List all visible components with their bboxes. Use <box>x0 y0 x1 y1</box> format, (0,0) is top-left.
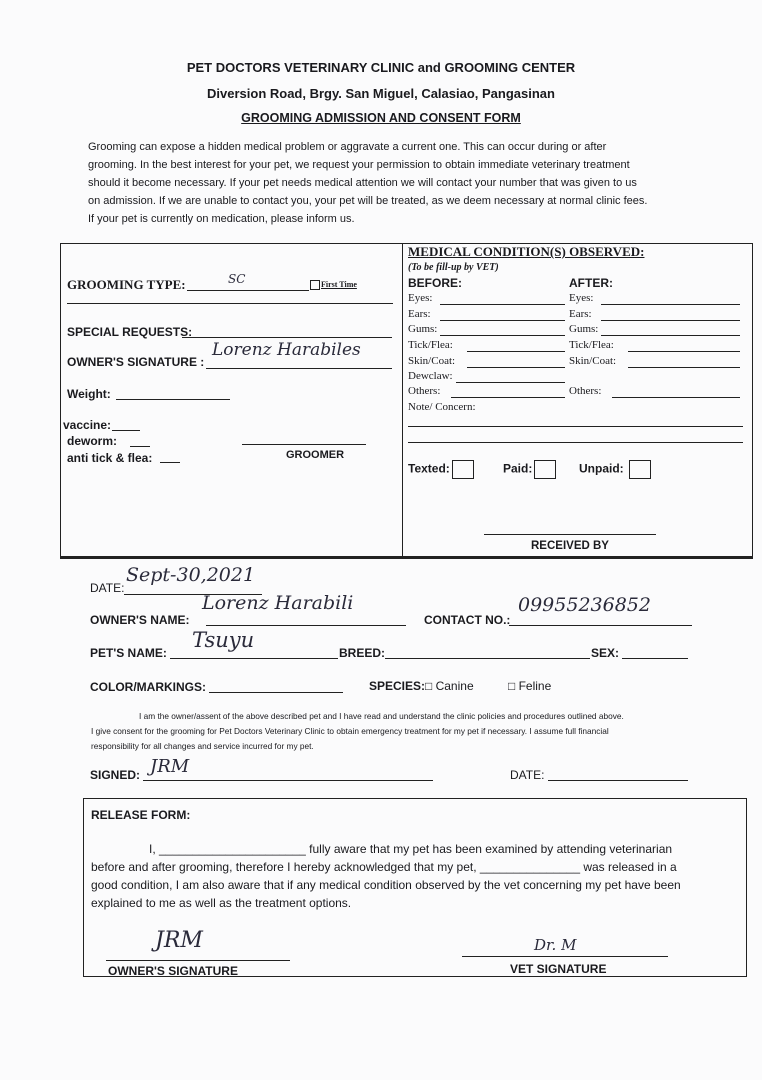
contact-label: CONTACT NO.: <box>424 613 511 627</box>
weight-field[interactable] <box>116 399 230 400</box>
deworm-field[interactable] <box>130 446 150 447</box>
feline-checkbox[interactable]: □ Feline <box>508 679 552 693</box>
date-value: Sept-30,2021 <box>126 564 256 586</box>
after-field-input[interactable] <box>601 304 741 305</box>
date2-field[interactable] <box>548 780 688 781</box>
release-title: RELEASE FORM: <box>91 808 191 822</box>
pet-name-value: Tsuyu <box>192 628 255 652</box>
vet-sig-value: Dr. M <box>534 936 577 954</box>
before-field-input[interactable] <box>440 335 566 336</box>
owner-signature-field[interactable] <box>206 368 392 369</box>
owner-name-label: OWNER'S NAME: <box>90 613 190 627</box>
paid-checkbox[interactable] <box>503 460 556 479</box>
after-field-input[interactable] <box>601 320 741 321</box>
before-field-label: Others: <box>408 385 441 397</box>
canine-checkbox[interactable]: □ Canine <box>425 679 474 693</box>
medical-subtitle: (To be fill-up by VET) <box>408 262 499 273</box>
release-line: good condition, I am also aware that if any medical condition observed by the vet concerning my pet have been <box>91 878 681 892</box>
special-requests-label: SPECIAL REQUESTS: <box>67 325 193 339</box>
release-line: explained to me as well as the treatment options. <box>91 896 352 910</box>
paid-label: Paid: <box>503 461 533 476</box>
before-field-label: Dewclaw: <box>408 370 453 382</box>
species-label: SPECIES: <box>369 679 426 693</box>
before-heading: BEFORE: <box>408 276 462 290</box>
breed-field[interactable] <box>385 658 590 659</box>
medical-title: MEDICAL CONDITION(S) OBSERVED: <box>408 244 645 259</box>
grooming-type-field[interactable] <box>187 290 309 291</box>
grooming-extra-line <box>67 303 393 304</box>
signed-label: SIGNED: <box>90 768 141 782</box>
consent-line: I give consent for the grooming for Pet Doctors Veterinary Clinic to obtain emergency treatment for my pet if necessary. I assume full financial <box>91 726 609 736</box>
signed-value: JRM <box>150 756 190 777</box>
before-field-input[interactable] <box>451 397 566 398</box>
vet-sig-line[interactable] <box>462 956 668 957</box>
pet-name-field[interactable] <box>170 658 338 659</box>
unpaid-label: Unpaid: <box>579 461 624 476</box>
grooming-type-value: SC <box>228 272 246 286</box>
canine-label: Canine <box>435 679 474 693</box>
after-field-label: Others: <box>569 385 602 397</box>
intro-line: If your pet is currently on medication, please inform us. <box>88 213 355 225</box>
owner-sig-line[interactable] <box>106 960 290 961</box>
weight-label: Weight: <box>67 387 111 401</box>
intro-line: on admission. If we are unable to contact you, your pet will be treated, as we deem necessary at normal clinic fees. <box>88 195 648 207</box>
form-title: GROOMING ADMISSION AND CONSENT FORM <box>241 111 521 125</box>
owner-signature-value: Lorenz Harabiles <box>212 340 361 360</box>
anti-tick-field[interactable] <box>160 462 180 463</box>
texted-checkbox[interactable] <box>408 460 474 479</box>
before-field-label: Tick/Flea: <box>408 339 453 351</box>
divider <box>402 243 403 556</box>
before-field-input[interactable] <box>456 382 565 383</box>
after-heading: AFTER: <box>569 276 613 290</box>
owner-name-value: Lorenz Harabili <box>202 592 354 614</box>
received-by-label: RECEIVED BY <box>531 540 609 552</box>
vaccine-label: vaccine: <box>63 418 112 432</box>
vet-sig-label: VET SIGNATURE <box>510 962 607 976</box>
groomer-label: GROOMER <box>286 449 345 461</box>
owner-name-field[interactable] <box>206 625 406 626</box>
sex-field[interactable] <box>622 658 688 659</box>
before-field-label: Skin/Coat: <box>408 355 456 367</box>
contact-field[interactable] <box>509 625 692 626</box>
vaccine-field[interactable] <box>112 430 140 431</box>
signed-field[interactable] <box>143 780 433 781</box>
feline-label: Feline <box>518 679 552 693</box>
color-field[interactable] <box>209 692 343 693</box>
grooming-type-label: GROOMING TYPE: <box>67 277 186 292</box>
color-label: COLOR/MARKINGS: <box>90 680 206 694</box>
anti-tick-label: anti tick & flea: <box>67 451 153 465</box>
deworm-label: deworm: <box>67 434 118 448</box>
groomer-sign-line[interactable] <box>242 444 366 445</box>
first-time-checkbox[interactable] <box>310 280 357 290</box>
intro-line: should it become necessary. If your pet needs medical attention we will contact your number that was given to us <box>88 177 637 189</box>
owner-sig-label: OWNER'S SIGNATURE <box>108 964 238 978</box>
clinic-address: Diversion Road, Brgy. San Miguel, Calasiao, Pangasinan <box>207 86 555 101</box>
note-label: Note/ Concern: <box>408 401 476 413</box>
after-field-input[interactable] <box>601 335 741 336</box>
owner-signature-label: OWNER'S SIGNATURE : <box>67 355 205 369</box>
texted-label: Texted: <box>408 461 450 476</box>
before-field-input[interactable] <box>440 304 566 305</box>
consent-line: I am the owner/assent of the above described pet and I have read and understand the clinic policies and procedures outlined above. <box>139 711 624 721</box>
note-line-1[interactable] <box>408 426 743 427</box>
before-field-label: Eyes: <box>408 292 433 304</box>
note-line-2[interactable] <box>408 442 743 443</box>
after-field-input[interactable] <box>612 397 741 398</box>
intro-line: Grooming can expose a hidden medical problem or aggravate a current one. This can occur during or after <box>88 141 607 153</box>
after-field-label: Tick/Flea: <box>569 339 614 351</box>
consent-line: responsibility for all changes and service incurred for my pet. <box>91 741 314 751</box>
owner-sig-value: JRM <box>155 928 203 953</box>
after-field-label: Eyes: <box>569 292 594 304</box>
date-label: DATE: <box>90 581 125 595</box>
before-field-input[interactable] <box>467 367 565 368</box>
pet-name-label: PET'S NAME: <box>90 646 167 660</box>
after-field-label: Gums: <box>569 323 599 335</box>
after-field-input[interactable] <box>628 351 740 352</box>
release-paragraph <box>91 840 681 912</box>
date2-label: DATE: <box>510 768 545 782</box>
before-field-label: Gums: <box>408 323 438 335</box>
clinic-name: PET DOCTORS VETERINARY CLINIC and GROOMING CENTER <box>186 60 576 75</box>
sex-label: SEX: <box>591 646 620 660</box>
consent-paragraph <box>91 709 624 754</box>
intro-paragraph <box>88 138 647 228</box>
special-requests-field[interactable] <box>182 337 392 338</box>
contact-value: 09955236852 <box>518 594 651 616</box>
after-field-label: Skin/Coat: <box>569 355 617 367</box>
before-field-input[interactable] <box>440 320 566 321</box>
first-time-label: First Time <box>321 280 357 289</box>
before-field-label: Ears: <box>408 308 431 320</box>
after-field-input[interactable] <box>628 367 740 368</box>
release-line: I, ______________________ fully aware that my pet has been examined by attending veterinarian <box>149 842 673 856</box>
release-line: before and after grooming, therefore I hereby acknowledged that my pet, _______________ was released in a <box>91 860 677 874</box>
unpaid-checkbox[interactable] <box>579 460 651 479</box>
before-field-input[interactable] <box>467 351 565 352</box>
breed-label: BREED: <box>339 646 386 660</box>
received-by-line[interactable] <box>484 534 656 535</box>
after-field-label: Ears: <box>569 308 592 320</box>
intro-line: grooming. In the best interest for your pet, we request your permission to obtain immediate veterinary treatment <box>88 159 630 171</box>
